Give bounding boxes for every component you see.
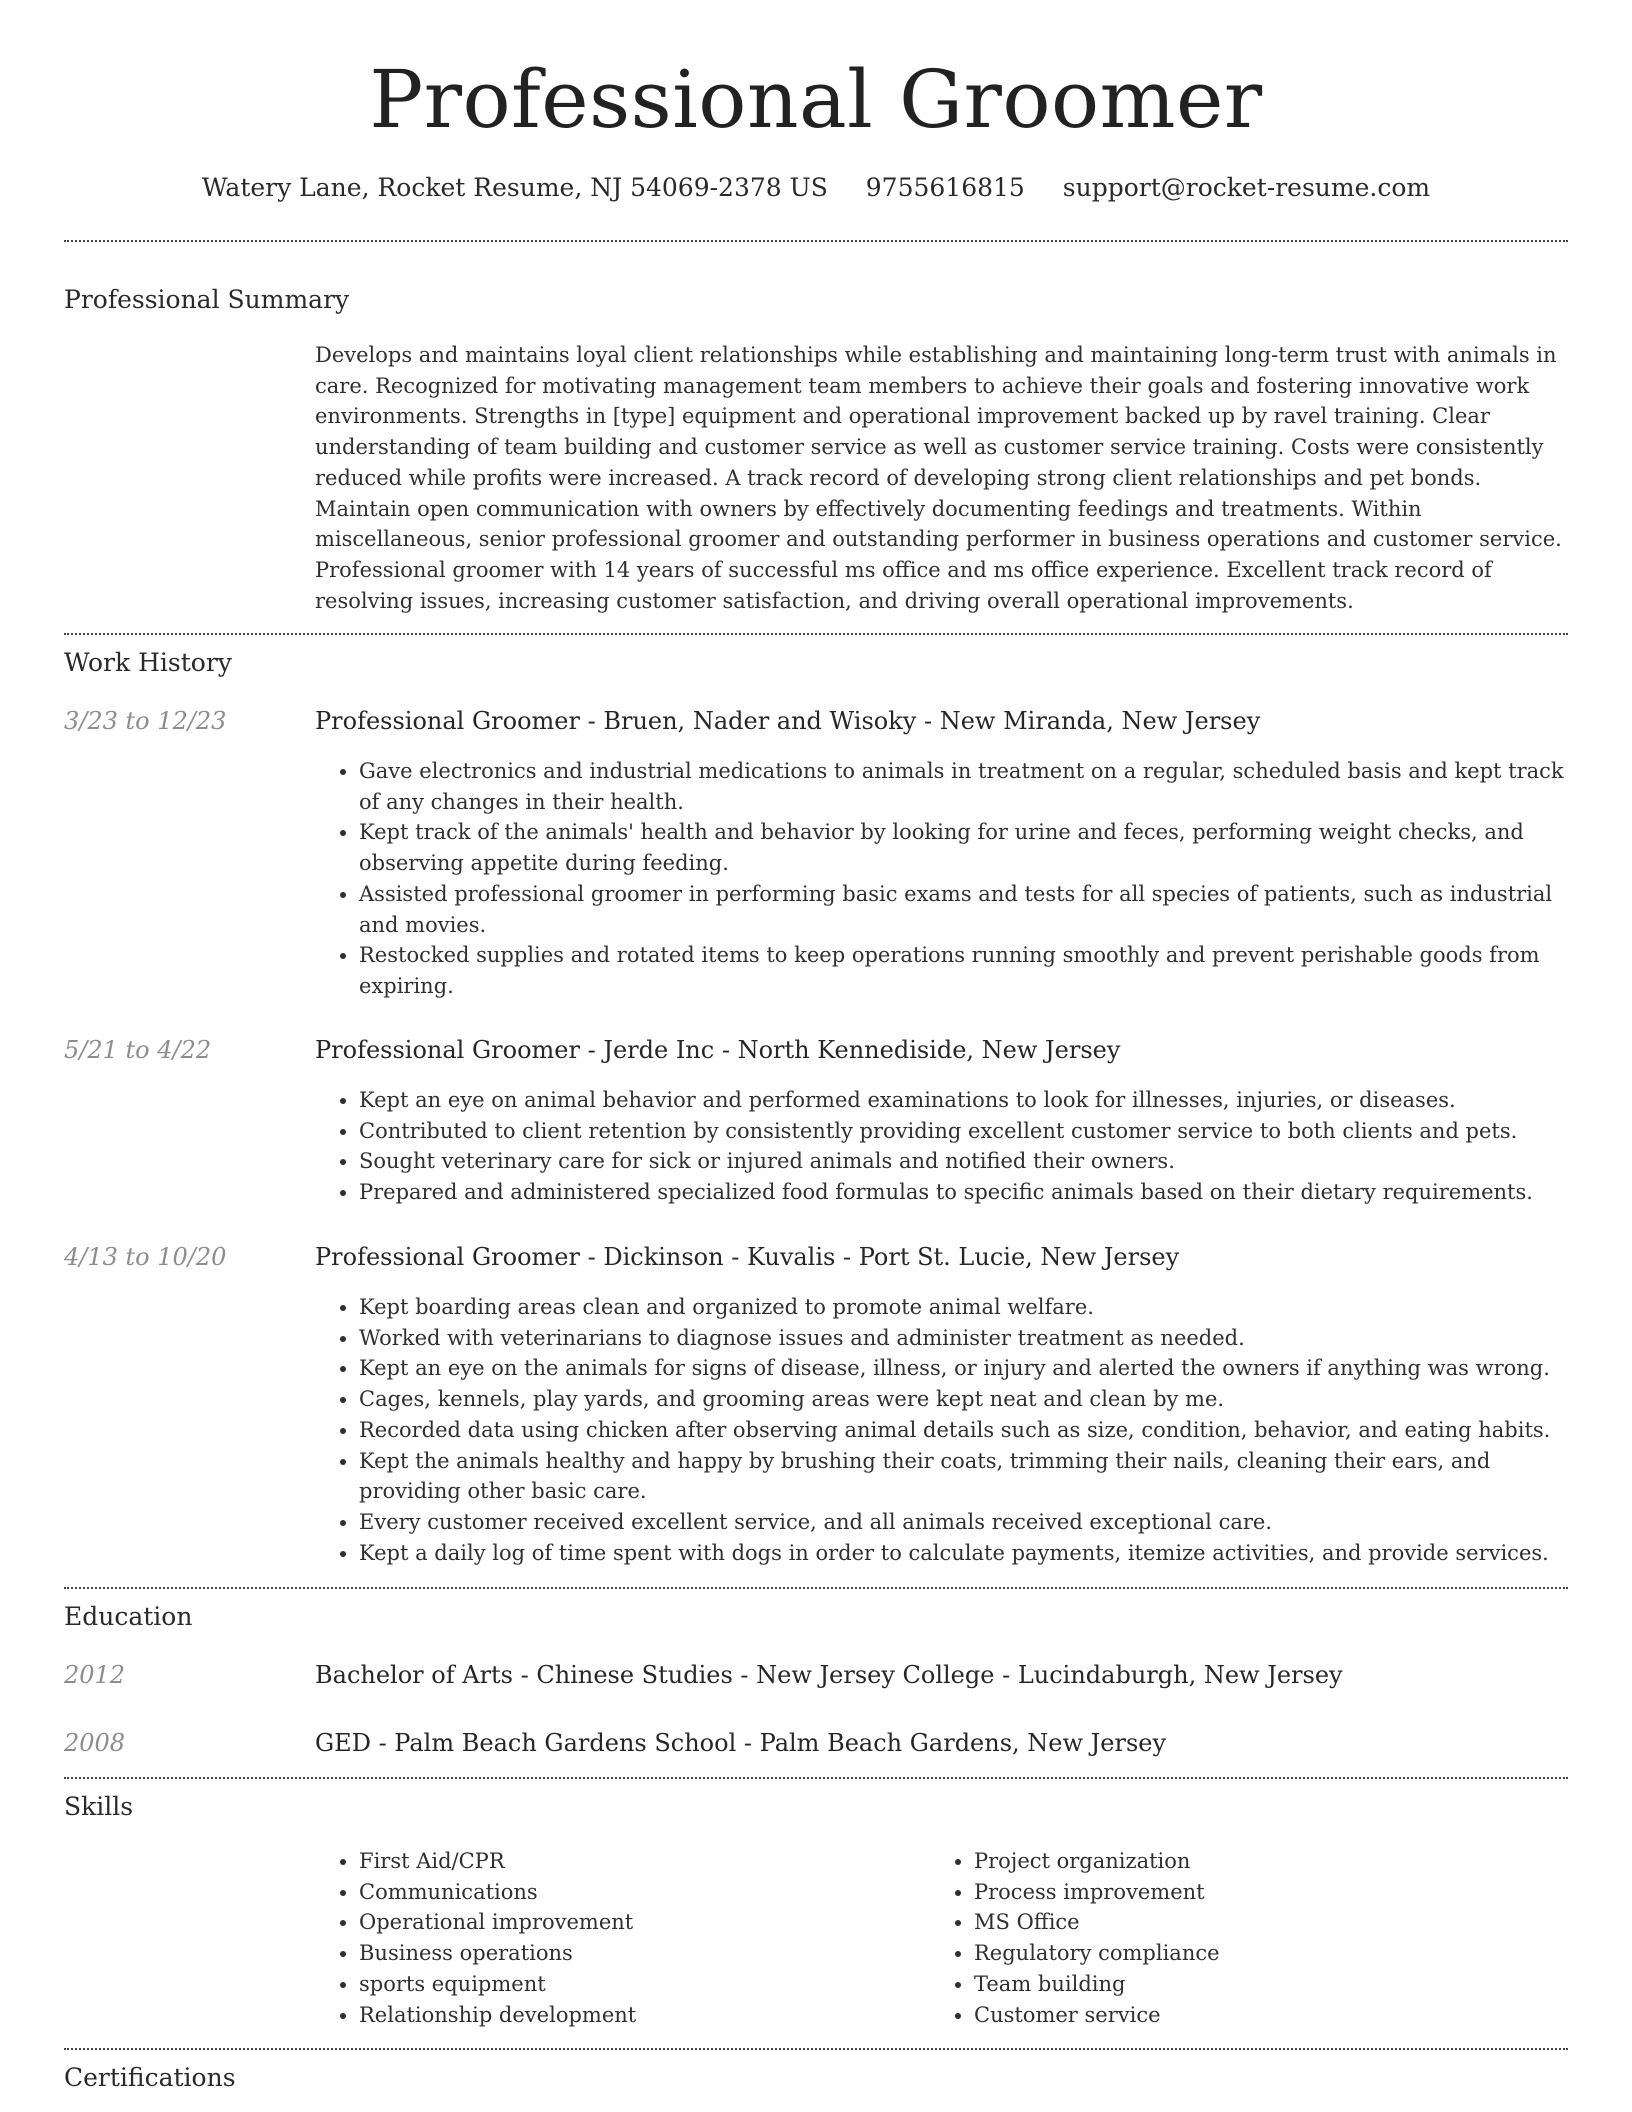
- job-duty: • Contributed to client retention by consistently providing excellent customer service to both clients and pets.: [359, 1116, 1570, 1147]
- job-title: Professional Groomer - Dickinson - Kuvalis - Port St. Lucie, New Jersey: [315, 1243, 1180, 1271]
- section-divider: [64, 1777, 1568, 1779]
- summary-text: Develops and maintains loyal client relationships while establishing and maintaining long-term trust with animals in care. Recognized for motivating management team members to achieve their goals and fostering innovative work environments. Strengths in [type] equipment and operational improvement backed up by ravel training. Clear understanding of team building and customer service as well as customer service training. Costs were consistently reduced while profits were increased. A track record of developing strong client relationships and pet bonds. Maintain open communication with owners by effectively documenting feedings and treatments. Within miscellaneous, senior professional groomer and outstanding performer in business operations and customer service. Professional groomer with 14 years of successful ms office and ms office experience. Excellent track record of resolving issues, increasing customer satisfaction, and driving overall operational improvements.: [315, 343, 1562, 613]
- contact-address: Watery Lane, Rocket Resume, NJ 54069-2378 US: [201, 173, 828, 202]
- job-dates: 3/23 to 12/23: [64, 707, 227, 735]
- contact-phone: 9755616815: [865, 173, 1025, 202]
- education-degree: Bachelor of Arts - Chinese Studies - New Jersey College - Lucindaburgh, New Jersey: [315, 1661, 1343, 1689]
- job-duty: • Prepared and administered specialized food formulas to specific animals based on their dietary requirements.: [359, 1177, 1570, 1208]
- job-duty: • Recorded data using chicken after observing animal details such as size, condition, behavior, and eating habits.: [359, 1415, 1570, 1446]
- contact-line: [0, 170, 1632, 206]
- job-duty: • Kept track of the animals' health and behavior by looking for urine and feces, performing weight checks, and observing appetite during feeding.: [359, 817, 1570, 878]
- section-divider: [64, 633, 1568, 635]
- job-duty: • Assisted professional groomer in performing basic exams and tests for all species of patients, such as industrial and movies.: [359, 879, 1570, 940]
- job-duty: • Cages, kennels, play yards, and grooming areas were kept neat and clean by me.: [359, 1384, 1570, 1415]
- education-heading: Education: [64, 1602, 193, 1631]
- skills-heading: Skills: [64, 1792, 134, 1821]
- education-degree: GED - Palm Beach Gardens School - Palm Beach Gardens, New Jersey: [315, 1729, 1167, 1757]
- summary-heading: Professional Summary: [64, 285, 350, 314]
- job-title: Professional Groomer - Bruen, Nader and Wisoky - New Miranda, New Jersey: [315, 707, 1261, 735]
- job-duty: • Restocked supplies and rotated items to keep operations running smoothly and prevent perishable goods from expiring.: [359, 940, 1570, 1001]
- job-dates: 5/21 to 4/22: [64, 1036, 212, 1064]
- skill-item: • Business operations: [359, 1938, 959, 1969]
- resume-name: Professional Groomer: [369, 53, 1263, 146]
- job-duties-list: [315, 1085, 1570, 1208]
- skills-list-left: [315, 1846, 959, 2030]
- skill-item: • Operational improvement: [359, 1907, 959, 1938]
- job-duty: • Kept an eye on the animals for signs of disease, illness, or injury and alerted the owners if anything was wrong.: [359, 1353, 1570, 1384]
- job-duty: • Sought veterinary care for sick or injured animals and notified their owners.: [359, 1146, 1570, 1177]
- skill-item: • Customer service: [974, 2000, 1574, 2031]
- job-duty: • Gave electronics and industrial medications to animals in treatment on a regular, scheduled basis and kept track of any changes in their health.: [359, 756, 1570, 817]
- skill-item: • Relationship development: [359, 2000, 959, 2031]
- section-divider: [64, 2048, 1568, 2050]
- job-duty: • Kept the animals healthy and happy by brushing their coats, trimming their nails, cleaning their ears, and providing other basic care.: [359, 1446, 1570, 1507]
- job-dates: 4/13 to 10/20: [64, 1243, 227, 1271]
- skill-item: • sports equipment: [359, 1969, 959, 2000]
- job-duty: • Kept a daily log of time spent with dogs in order to calculate payments, itemize activities, and provide services.: [359, 1538, 1570, 1569]
- education-year: 2012: [64, 1661, 126, 1689]
- work-history-heading: Work History: [64, 648, 232, 677]
- job-duties-list: [315, 756, 1570, 1002]
- job-title: Professional Groomer - Jerde Inc - North Kennediside, New Jersey: [315, 1036, 1121, 1064]
- skill-item: • Communications: [359, 1877, 959, 1908]
- contact-email: support@rocket-resume.com: [1062, 173, 1431, 202]
- skill-item: • Process improvement: [974, 1877, 1574, 1908]
- certifications-heading: Certifications: [64, 2063, 236, 2092]
- skill-item: • Project organization: [974, 1846, 1574, 1877]
- job-duties-list: [315, 1292, 1570, 1568]
- section-divider: [64, 240, 1568, 242]
- skill-item: • MS Office: [974, 1907, 1574, 1938]
- job-duty: • Every customer received excellent service, and all animals received exceptional care.: [359, 1507, 1570, 1538]
- skills-list-right: [930, 1846, 1574, 2030]
- job-duty: • Worked with veterinarians to diagnose issues and administer treatment as needed.: [359, 1323, 1570, 1354]
- section-divider: [64, 1587, 1568, 1589]
- education-year: 2008: [64, 1729, 126, 1757]
- skill-item: • Team building: [974, 1969, 1574, 2000]
- skill-item: • Regulatory compliance: [974, 1938, 1574, 1969]
- job-duty: • Kept boarding areas clean and organized to promote animal welfare.: [359, 1292, 1570, 1323]
- skill-item: • First Aid/CPR: [359, 1846, 959, 1877]
- job-duty: • Kept an eye on animal behavior and performed examinations to look for illnesses, injuries, or diseases.: [359, 1085, 1570, 1116]
